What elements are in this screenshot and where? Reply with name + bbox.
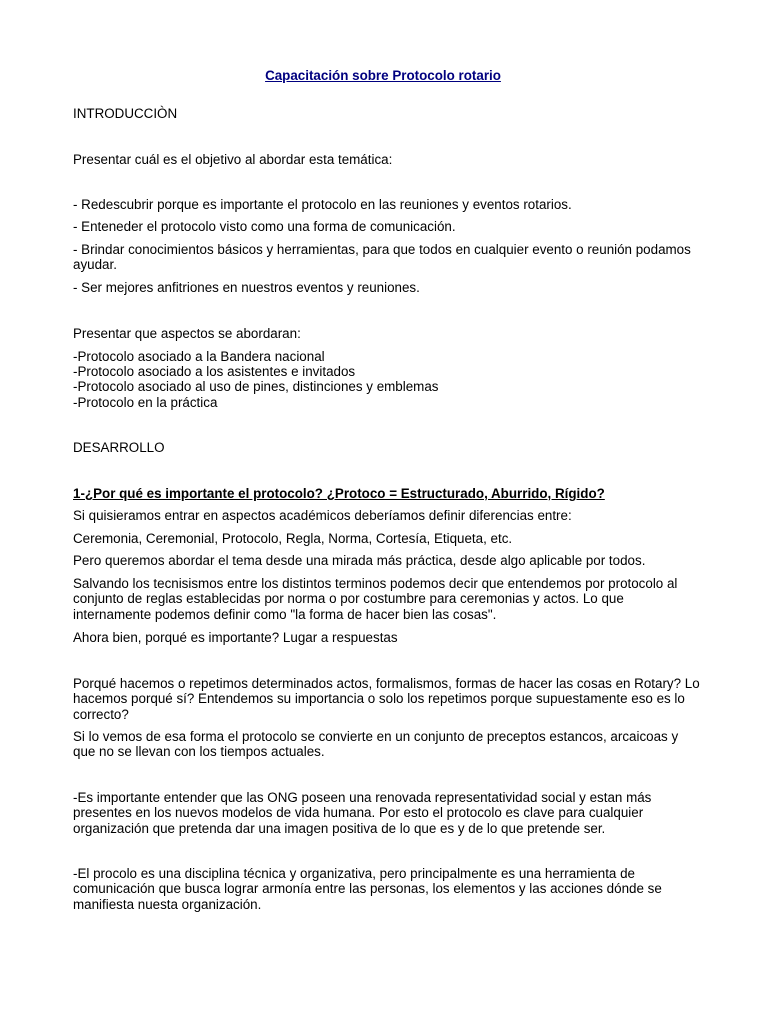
objective-intro: Presentar cuál es el objetivo al abordar esta temática: — [73, 152, 393, 167]
paragraph: Si quisieramos entrar en aspectos académicos deberíamos definir diferencias entre: — [73, 508, 572, 523]
paragraph: Ahora bien, porqué es importante? Lugar a respuestas — [73, 630, 398, 645]
objective-item: - Ser mejores anfitriones en nuestros eventos y reuniones. — [73, 280, 420, 295]
paragraph: Ceremonia, Ceremonial, Protocolo, Regla, Norma, Cortesía, Etiqueta, etc. — [73, 531, 513, 546]
paragraph: -El procolo es una disciplina técnica y organizativa, pero principalmente es una herramienta de comunicación que busca lograr armonía entre las personas, los elementos y las acciones dónde se manifiesta nuesta organización. — [73, 866, 662, 912]
aspect-item: -Protocolo asociado a la Bandera nacional — [73, 349, 325, 364]
objective-item: - Enteneder el protocolo visto como una forma de comunicación. — [73, 219, 456, 234]
development-heading: DESARROLLO — [73, 440, 165, 455]
intro-heading: INTRODUCCIÒN — [73, 106, 178, 121]
objective-item: - Redescubrir porque es importante el protocolo en las reuniones y eventos rotarios. — [73, 197, 572, 212]
aspects-intro: Presentar que aspectos se abordaran: — [73, 326, 301, 341]
aspect-item: -Protocolo en la práctica — [73, 395, 218, 410]
paragraph: Porqué hacemos o repetimos determinados actos, formalismos, formas de hacer las cosas en Rotary? Lo hacemos porqué sí? Entendemos su importancia o solo los repetimos porque supuestamente eso es lo correcto? — [73, 676, 700, 722]
aspect-item: -Protocolo asociado a los asistentes e invitados — [73, 364, 356, 379]
paragraph: Pero queremos abordar el tema desde una mirada más práctica, desde algo aplicable por todos. — [73, 553, 646, 568]
document-title[interactable]: Capacitación sobre Protocolo rotario — [265, 68, 501, 83]
paragraph: Salvando los tecnisismos entre los distintos terminos podemos decir que entendemos por protocolo al conjunto de reglas establecidas por norma o por costumbre para ceremonias y actos. Lo que internamente podemos definir como "la forma de hacer bien las cosas". — [73, 576, 678, 622]
objective-item: - Brindar conocimientos básicos y herramientas, para que todos en cualquier evento o reunión podamos ayudar. — [73, 242, 691, 273]
aspect-item: -Protocolo asociado al uso de pines, distinciones y emblemas — [73, 379, 439, 394]
paragraph: -Es importante entender que las ONG poseen una renovada representatividad social y estan más presentes en los nuevos modelos de vida humana. Por esto el protocolo es clave para cualquier organización que pretenda dar una imagen positiva de lo que es y de lo que pretende ser. — [73, 790, 652, 836]
section-1-heading: 1-¿Por qué es importante el protocolo? ¿Protoco = Estructurado, Aburrido, Rígido? — [73, 486, 605, 501]
paragraph: Si lo vemos de esa forma el protocolo se convierte en un conjunto de preceptos estancos, arcaicoas y que no se llevan con los tiempos actuales. — [73, 729, 679, 760]
